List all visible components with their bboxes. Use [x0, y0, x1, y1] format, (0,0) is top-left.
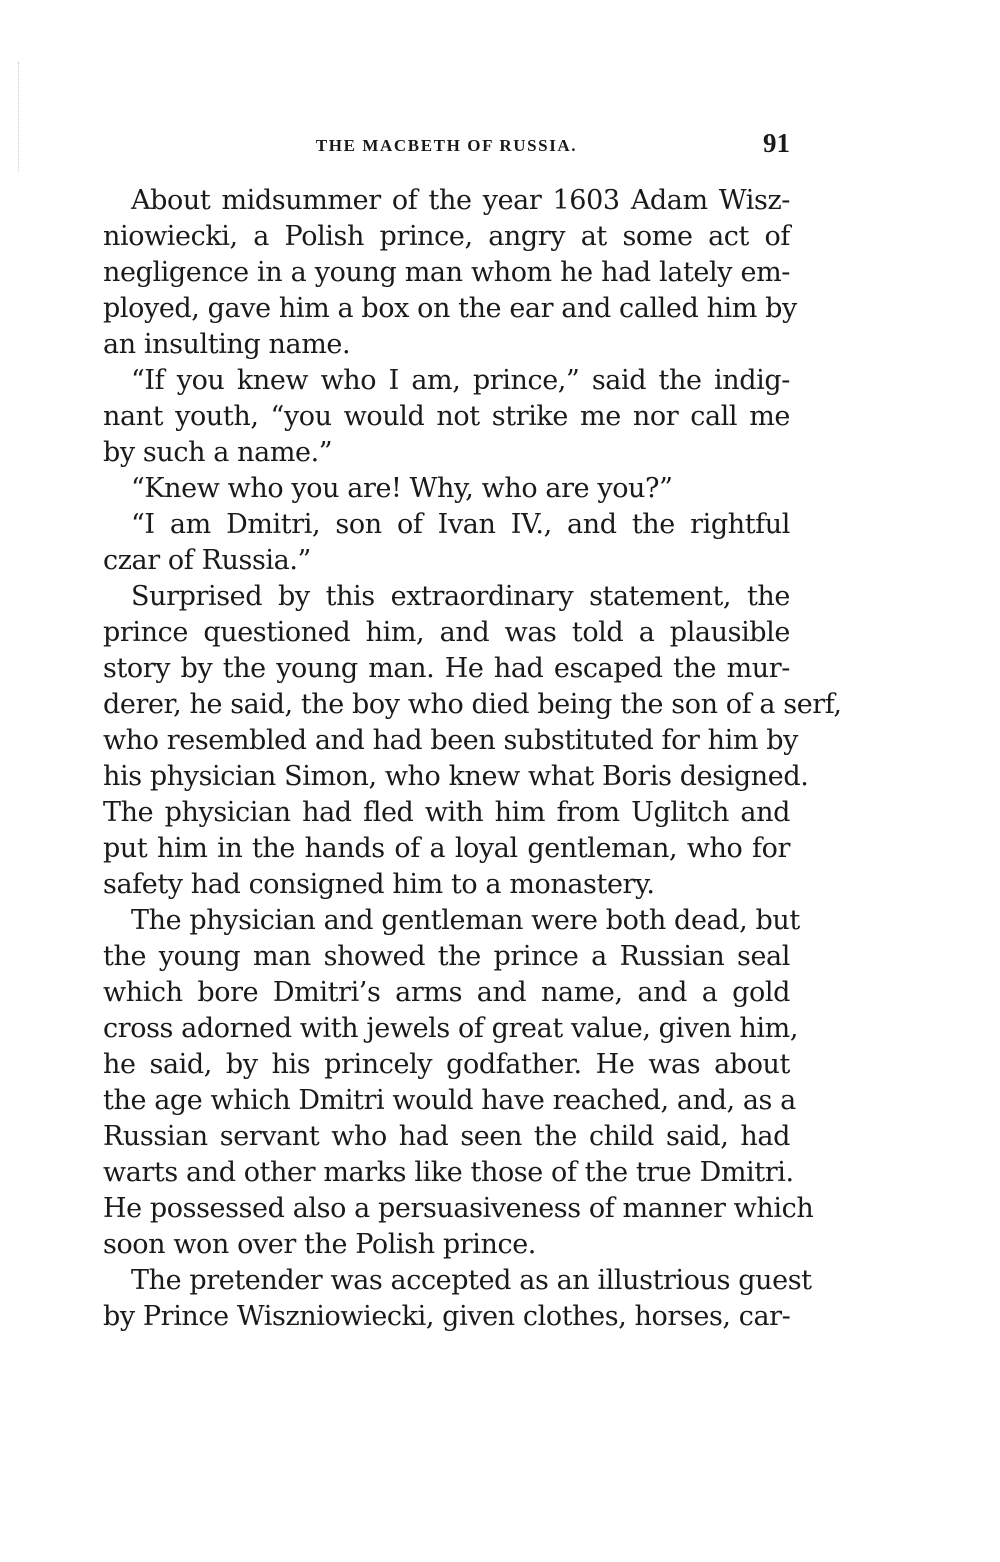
- text-line: About midsummer of the year 1603 Adam Wisz-: [131, 185, 790, 216]
- text-line: put him in the hands of a loyal gentleman, who for: [103, 833, 790, 864]
- text-line: derer, he said, the boy who died being the son of a serf,: [103, 689, 842, 720]
- paragraph: [103, 1263, 812, 1335]
- paragraph: [103, 903, 814, 1263]
- text-line: ployed, gave him a box on the ear and called him by: [103, 293, 797, 324]
- text-line: an insulting name.: [103, 329, 351, 360]
- text-line: soon won over the Polish prince.: [103, 1229, 536, 1260]
- text-line: “If you knew who I am, prince,” said the indig-: [131, 365, 790, 396]
- text-line: nant youth, “you would not strike me nor call me: [103, 401, 790, 432]
- paragraph: [103, 471, 790, 507]
- text-line: cross adorned with jewels of great value, given him,: [103, 1013, 799, 1044]
- paragraph: [103, 363, 790, 471]
- text-line: “Knew who you are! Why, who are you?”: [131, 473, 673, 504]
- paragraph: [103, 579, 842, 903]
- margin-marks: [18, 62, 21, 172]
- text-line: safety had consigned him to a monastery.: [103, 869, 655, 900]
- text-line: who resembled and had been substituted for him by: [103, 725, 799, 756]
- text-line: Surprised by this extraordinary statement, the: [131, 581, 790, 612]
- text-line: by Prince Wiszniowiecki, given clothes, horses, car-: [103, 1301, 791, 1332]
- text-line: the age which Dmitri would have reached, and, as a: [103, 1085, 796, 1116]
- text-line: the young man showed the prince a Russian seal: [103, 941, 790, 972]
- page-number: 91: [763, 128, 790, 158]
- text-line: prince questioned him, and was told a plausible: [103, 617, 790, 648]
- text-line: which bore Dmitri’s arms and name, and a gold: [103, 977, 790, 1008]
- text-line: Russian servant who had seen the child said, had: [103, 1121, 790, 1152]
- paragraph: [103, 507, 790, 579]
- text-line: The pretender was accepted as an illustrious guest: [131, 1265, 812, 1296]
- text-line: czar of Russia.”: [103, 545, 311, 576]
- text-line: he said, by his princely godfather. He was about: [103, 1049, 790, 1080]
- text-line: The physician and gentleman were both dead, but: [131, 905, 800, 936]
- text-line: warts and other marks like those of the true Dmitri.: [103, 1157, 794, 1188]
- text-line: negligence in a young man whom he had lately em-: [103, 257, 790, 288]
- text-line: “I am Dmitri, son of Ivan IV., and the rightful: [131, 509, 790, 540]
- text-line: He possessed also a persuasiveness of manner which: [103, 1193, 814, 1224]
- text-line: The physician had fled with him from Uglitch and: [103, 797, 790, 828]
- running-title: THE MACBETH OF RUSSIA.: [315, 136, 578, 155]
- text-line: story by the young man. He had escaped the mur-: [103, 653, 790, 684]
- text-line: by such a name.”: [103, 437, 333, 468]
- body-text: [103, 183, 842, 1335]
- paragraph: [103, 183, 797, 363]
- text-line: his physician Simon, who knew what Boris designed.: [103, 761, 809, 792]
- text-line: niowiecki, a Polish prince, angry at some act of: [103, 221, 790, 252]
- page-header: [103, 128, 790, 168]
